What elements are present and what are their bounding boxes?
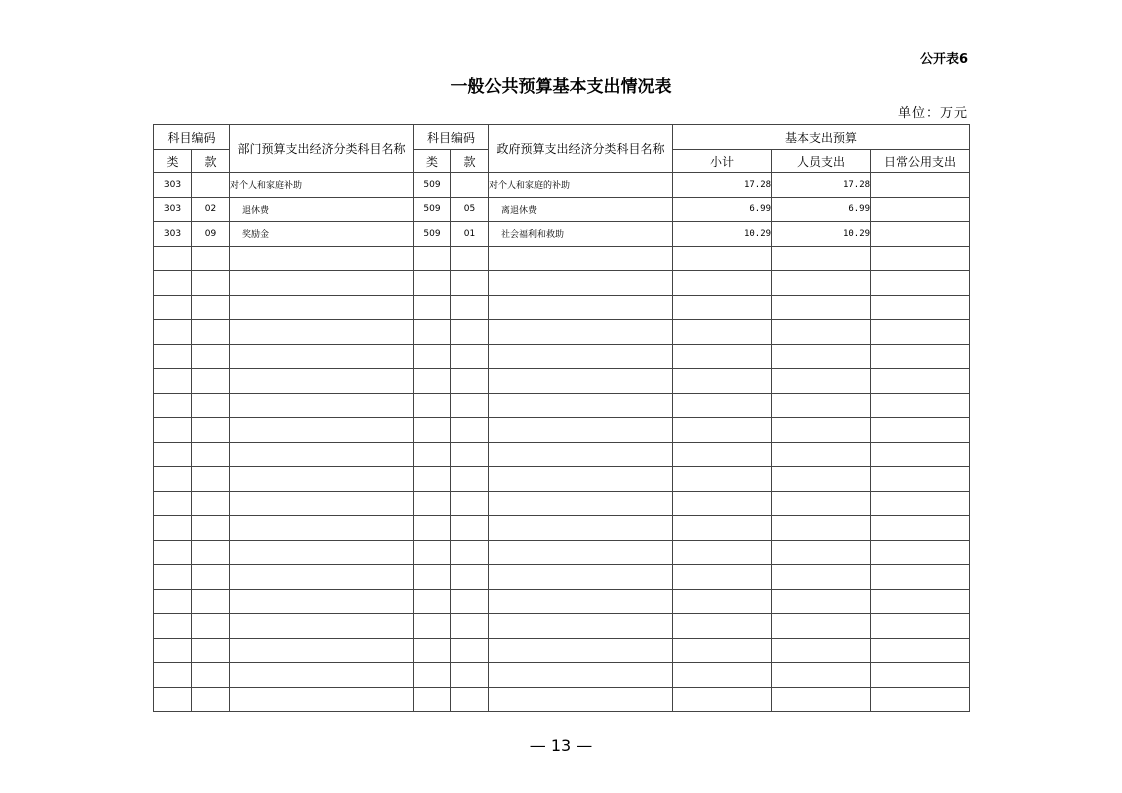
empty-cell bbox=[414, 687, 451, 712]
empty-cell bbox=[414, 246, 451, 271]
empty-table-row bbox=[154, 271, 970, 296]
empty-cell bbox=[154, 565, 192, 590]
dept-name-cell: 退休费 bbox=[230, 197, 414, 222]
empty-cell bbox=[414, 491, 451, 516]
empty-cell bbox=[154, 344, 192, 369]
empty-cell bbox=[230, 565, 414, 590]
empty-cell bbox=[489, 369, 673, 394]
dept-lei-cell: 303 bbox=[154, 173, 192, 198]
empty-cell bbox=[871, 516, 970, 541]
empty-cell bbox=[451, 393, 489, 418]
empty-cell bbox=[489, 246, 673, 271]
empty-cell bbox=[772, 320, 871, 345]
empty-cell bbox=[192, 614, 230, 639]
table-row bbox=[154, 173, 970, 198]
empty-cell bbox=[414, 295, 451, 320]
empty-cell bbox=[871, 295, 970, 320]
empty-cell bbox=[772, 516, 871, 541]
empty-cell bbox=[414, 663, 451, 688]
unit-label: 单位：万元 bbox=[897, 106, 968, 121]
empty-cell bbox=[230, 540, 414, 565]
empty-cell bbox=[772, 663, 871, 688]
empty-cell bbox=[772, 344, 871, 369]
empty-cell bbox=[871, 687, 970, 712]
empty-cell bbox=[451, 271, 489, 296]
empty-cell bbox=[192, 565, 230, 590]
gov-name-cell: 对个人和家庭的补助 bbox=[489, 173, 673, 198]
empty-cell bbox=[414, 344, 451, 369]
empty-table-row bbox=[154, 491, 970, 516]
empty-cell bbox=[673, 638, 772, 663]
empty-cell bbox=[414, 638, 451, 663]
empty-cell bbox=[414, 589, 451, 614]
empty-cell bbox=[451, 467, 489, 492]
daily-cell bbox=[871, 197, 970, 222]
empty-cell bbox=[154, 246, 192, 271]
dept-lei-cell: 303 bbox=[154, 222, 192, 247]
empty-cell bbox=[871, 320, 970, 345]
empty-cell bbox=[192, 320, 230, 345]
empty-cell bbox=[414, 565, 451, 590]
empty-cell bbox=[230, 687, 414, 712]
empty-cell bbox=[192, 540, 230, 565]
empty-cell bbox=[154, 369, 192, 394]
empty-cell bbox=[489, 491, 673, 516]
gov-lei-cell: 509 bbox=[414, 222, 451, 247]
empty-cell bbox=[451, 369, 489, 394]
empty-cell bbox=[772, 246, 871, 271]
empty-cell bbox=[154, 663, 192, 688]
empty-cell bbox=[871, 418, 970, 443]
empty-cell bbox=[871, 638, 970, 663]
empty-cell bbox=[772, 393, 871, 418]
empty-cell bbox=[192, 369, 230, 394]
empty-cell bbox=[154, 271, 192, 296]
empty-cell bbox=[414, 418, 451, 443]
empty-cell bbox=[673, 540, 772, 565]
empty-cell bbox=[673, 393, 772, 418]
table-row bbox=[154, 222, 970, 247]
empty-cell bbox=[489, 565, 673, 590]
empty-cell bbox=[414, 369, 451, 394]
empty-cell bbox=[871, 271, 970, 296]
gov-kuan-cell bbox=[451, 173, 489, 198]
empty-table-row bbox=[154, 320, 970, 345]
gov-lei-cell: 509 bbox=[414, 197, 451, 222]
empty-cell bbox=[230, 638, 414, 663]
empty-cell bbox=[230, 393, 414, 418]
daily-cell bbox=[871, 222, 970, 247]
empty-cell bbox=[192, 491, 230, 516]
empty-cell bbox=[673, 418, 772, 443]
empty-cell bbox=[673, 295, 772, 320]
empty-cell bbox=[772, 467, 871, 492]
empty-cell bbox=[772, 687, 871, 712]
subtotal-cell: 10.29 bbox=[673, 222, 772, 247]
gov-lei-cell: 509 bbox=[414, 173, 451, 198]
empty-cell bbox=[451, 442, 489, 467]
dept-lei-header: 类 bbox=[154, 150, 192, 173]
empty-cell bbox=[489, 614, 673, 639]
empty-cell bbox=[230, 418, 414, 443]
empty-cell bbox=[414, 320, 451, 345]
empty-cell bbox=[451, 320, 489, 345]
empty-cell bbox=[772, 295, 871, 320]
empty-cell bbox=[230, 614, 414, 639]
empty-cell bbox=[673, 271, 772, 296]
empty-cell bbox=[414, 540, 451, 565]
empty-table-row bbox=[154, 589, 970, 614]
dept-name-header: 部门预算支出经济分类科目名称 bbox=[230, 125, 414, 173]
daily-cell bbox=[871, 173, 970, 198]
personnel-header: 人员支出 bbox=[772, 150, 871, 173]
empty-cell bbox=[772, 491, 871, 516]
gov-kuan-header: 款 bbox=[451, 150, 489, 173]
empty-cell bbox=[192, 271, 230, 296]
empty-cell bbox=[192, 418, 230, 443]
empty-cell bbox=[673, 344, 772, 369]
empty-table-row bbox=[154, 614, 970, 639]
empty-table-row bbox=[154, 295, 970, 320]
table-row bbox=[154, 197, 970, 222]
empty-cell bbox=[230, 271, 414, 296]
budget-table bbox=[153, 124, 970, 712]
empty-cell bbox=[230, 589, 414, 614]
empty-cell bbox=[230, 442, 414, 467]
empty-cell bbox=[451, 295, 489, 320]
empty-cell bbox=[673, 246, 772, 271]
empty-cell bbox=[414, 467, 451, 492]
empty-cell bbox=[871, 369, 970, 394]
subtotal-cell: 6.99 bbox=[673, 197, 772, 222]
empty-cell bbox=[871, 663, 970, 688]
empty-cell bbox=[414, 516, 451, 541]
page-title: 一般公共预算基本支出情况表 bbox=[450, 77, 672, 97]
daily-header: 日常公用支出 bbox=[871, 150, 970, 173]
personnel-cell: 10.29 bbox=[772, 222, 871, 247]
empty-table-row bbox=[154, 663, 970, 688]
empty-cell bbox=[871, 467, 970, 492]
empty-cell bbox=[489, 442, 673, 467]
empty-cell bbox=[673, 663, 772, 688]
header-row-1 bbox=[154, 125, 970, 150]
empty-cell bbox=[154, 442, 192, 467]
empty-cell bbox=[451, 565, 489, 590]
empty-cell bbox=[673, 369, 772, 394]
empty-cell bbox=[489, 687, 673, 712]
empty-cell bbox=[154, 638, 192, 663]
empty-cell bbox=[489, 271, 673, 296]
dept-kuan-cell: 02 bbox=[192, 197, 230, 222]
empty-cell bbox=[871, 344, 970, 369]
empty-cell bbox=[154, 467, 192, 492]
empty-cell bbox=[230, 344, 414, 369]
empty-cell bbox=[451, 687, 489, 712]
subtotal-header: 小计 bbox=[673, 150, 772, 173]
empty-cell bbox=[154, 393, 192, 418]
empty-cell bbox=[772, 271, 871, 296]
dept-name-cell: 对个人和家庭补助 bbox=[230, 173, 414, 198]
dept-name-cell: 奖励金 bbox=[230, 222, 414, 247]
empty-cell bbox=[192, 246, 230, 271]
empty-cell bbox=[230, 467, 414, 492]
empty-cell bbox=[489, 516, 673, 541]
empty-table-row bbox=[154, 638, 970, 663]
dept-kuan-cell bbox=[192, 173, 230, 198]
empty-cell bbox=[489, 320, 673, 345]
dept-code-group-header: 科目编码 bbox=[154, 125, 230, 150]
gov-kuan-cell: 01 bbox=[451, 222, 489, 247]
empty-cell bbox=[451, 246, 489, 271]
empty-cell bbox=[871, 614, 970, 639]
gov-lei-header: 类 bbox=[414, 150, 451, 173]
empty-cell bbox=[489, 540, 673, 565]
empty-table-row bbox=[154, 467, 970, 492]
empty-cell bbox=[192, 467, 230, 492]
table-number-label: 公开表6 bbox=[919, 52, 968, 67]
empty-cell bbox=[673, 491, 772, 516]
personnel-cell: 17.28 bbox=[772, 173, 871, 198]
empty-cell bbox=[489, 589, 673, 614]
empty-cell bbox=[451, 516, 489, 541]
empty-cell bbox=[414, 442, 451, 467]
empty-cell bbox=[230, 295, 414, 320]
empty-cell bbox=[414, 271, 451, 296]
empty-cell bbox=[451, 344, 489, 369]
empty-cell bbox=[673, 614, 772, 639]
empty-cell bbox=[673, 687, 772, 712]
empty-cell bbox=[230, 491, 414, 516]
empty-cell bbox=[772, 589, 871, 614]
empty-cell bbox=[772, 418, 871, 443]
personnel-cell: 6.99 bbox=[772, 197, 871, 222]
empty-cell bbox=[192, 393, 230, 418]
empty-table-row bbox=[154, 516, 970, 541]
gov-kuan-cell: 05 bbox=[451, 197, 489, 222]
empty-cell bbox=[451, 589, 489, 614]
empty-cell bbox=[192, 687, 230, 712]
empty-cell bbox=[192, 589, 230, 614]
empty-cell bbox=[414, 614, 451, 639]
empty-table-row bbox=[154, 418, 970, 443]
empty-cell bbox=[772, 369, 871, 394]
empty-cell bbox=[451, 614, 489, 639]
empty-cell bbox=[673, 467, 772, 492]
empty-cell bbox=[489, 663, 673, 688]
empty-cell bbox=[772, 442, 871, 467]
empty-cell bbox=[673, 565, 772, 590]
gov-name-cell: 离退休费 bbox=[489, 197, 673, 222]
empty-table-row bbox=[154, 393, 970, 418]
empty-cell bbox=[451, 418, 489, 443]
empty-cell bbox=[489, 393, 673, 418]
gov-name-header: 政府预算支出经济分类科目名称 bbox=[489, 125, 673, 173]
empty-cell bbox=[192, 295, 230, 320]
empty-cell bbox=[871, 589, 970, 614]
empty-table-row bbox=[154, 540, 970, 565]
empty-cell bbox=[154, 516, 192, 541]
empty-cell bbox=[871, 246, 970, 271]
empty-cell bbox=[673, 516, 772, 541]
empty-cell bbox=[489, 638, 673, 663]
empty-cell bbox=[154, 295, 192, 320]
empty-cell bbox=[772, 565, 871, 590]
empty-cell bbox=[154, 320, 192, 345]
empty-cell bbox=[451, 663, 489, 688]
empty-cell bbox=[871, 491, 970, 516]
page-number: — 13 — bbox=[529, 736, 593, 755]
dept-kuan-header: 款 bbox=[192, 150, 230, 173]
empty-cell bbox=[451, 540, 489, 565]
empty-cell bbox=[230, 663, 414, 688]
empty-cell bbox=[230, 369, 414, 394]
empty-cell bbox=[154, 491, 192, 516]
empty-cell bbox=[192, 638, 230, 663]
empty-cell bbox=[230, 246, 414, 271]
empty-cell bbox=[154, 614, 192, 639]
empty-table-row bbox=[154, 442, 970, 467]
empty-cell bbox=[673, 589, 772, 614]
empty-cell bbox=[192, 516, 230, 541]
empty-cell bbox=[192, 344, 230, 369]
empty-cell bbox=[871, 540, 970, 565]
empty-cell bbox=[154, 540, 192, 565]
empty-cell bbox=[154, 589, 192, 614]
subtotal-cell: 17.28 bbox=[673, 173, 772, 198]
empty-cell bbox=[871, 565, 970, 590]
dept-lei-cell: 303 bbox=[154, 197, 192, 222]
empty-table-row bbox=[154, 565, 970, 590]
empty-cell bbox=[489, 467, 673, 492]
empty-table-row bbox=[154, 344, 970, 369]
dept-kuan-cell: 09 bbox=[192, 222, 230, 247]
empty-cell bbox=[489, 295, 673, 320]
empty-cell bbox=[414, 393, 451, 418]
empty-cell bbox=[451, 638, 489, 663]
empty-cell bbox=[230, 516, 414, 541]
empty-table-row bbox=[154, 687, 970, 712]
empty-cell bbox=[673, 442, 772, 467]
empty-cell bbox=[154, 687, 192, 712]
empty-cell bbox=[230, 320, 414, 345]
empty-cell bbox=[489, 344, 673, 369]
empty-cell bbox=[772, 638, 871, 663]
gov-code-group-header: 科目编码 bbox=[414, 125, 489, 150]
empty-cell bbox=[154, 418, 192, 443]
empty-cell bbox=[489, 418, 673, 443]
gov-name-cell: 社会福利和救助 bbox=[489, 222, 673, 247]
empty-cell bbox=[772, 540, 871, 565]
empty-cell bbox=[673, 320, 772, 345]
empty-cell bbox=[451, 491, 489, 516]
empty-table-row bbox=[154, 246, 970, 271]
empty-cell bbox=[871, 393, 970, 418]
empty-cell bbox=[871, 442, 970, 467]
empty-cell bbox=[192, 663, 230, 688]
empty-cell bbox=[192, 442, 230, 467]
budget-group-header: 基本支出预算 bbox=[673, 125, 970, 150]
empty-table-row bbox=[154, 369, 970, 394]
empty-cell bbox=[772, 614, 871, 639]
